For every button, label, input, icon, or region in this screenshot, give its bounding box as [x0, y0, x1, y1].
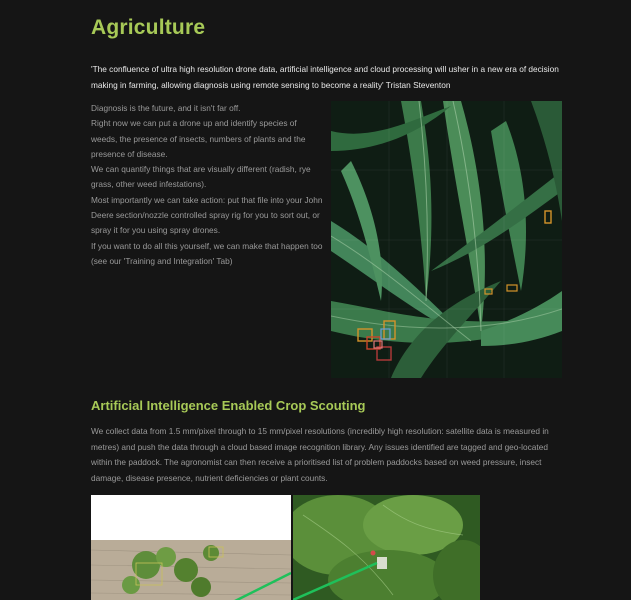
diagnosis-text	[91, 101, 323, 269]
diagnosis-line: Diagnosis is the future, and it isn't far off.	[91, 103, 241, 113]
diagnosis-line: If you want to do all this yourself, we can make that happen too (see our 'Training and Integration' Tab)	[91, 240, 323, 266]
diagnosis-line: Most importantly we can take action: put that file into your John Deere section/nozzle controlled spray rig for you to sort out, or spray it for you using spray drones.	[91, 194, 323, 236]
page-title: Agriculture	[91, 16, 206, 39]
field-illustration	[91, 495, 291, 600]
diagnosis-line: Right now we can put a drone up and identify species of weeds, the presence of insects, numbers of plants and the presence of disease.	[91, 118, 306, 159]
leaf-illustration	[293, 495, 480, 600]
section-heading: Artificial Intelligence Enabled Crop Scouting	[91, 398, 366, 413]
crop-leaves-illustration	[331, 101, 562, 378]
quote-text: 'The confluence of ultra high resolution drone data, artificial intelligence and cloud processing will usher in a new era of decision making in farming, allowing diagnosis using remote sensing to become a reality' Tristan Steventon	[91, 64, 559, 90]
diagnosis-line: We can quantify things that are visually different (radish, rye grass, other weed infestations).	[91, 164, 311, 190]
ai-section-text: We collect data from 1.5 mm/pixel through to 15 mm/pixel resolutions (incredibly high resolution: satellite data is measured in metres) and push the data through a cloud based image recognition library. Any issues identified are tagged and geo-located within the paddock. The agronomist can then receive a prioritised list of problem paddocks based on weed pressure, insect damage, disease presence, nutrient deficiencies or plant counts.	[91, 426, 549, 483]
crop-detection-image	[331, 101, 562, 378]
leaf-closeup-image	[293, 495, 480, 600]
field-detection-image	[91, 495, 291, 600]
